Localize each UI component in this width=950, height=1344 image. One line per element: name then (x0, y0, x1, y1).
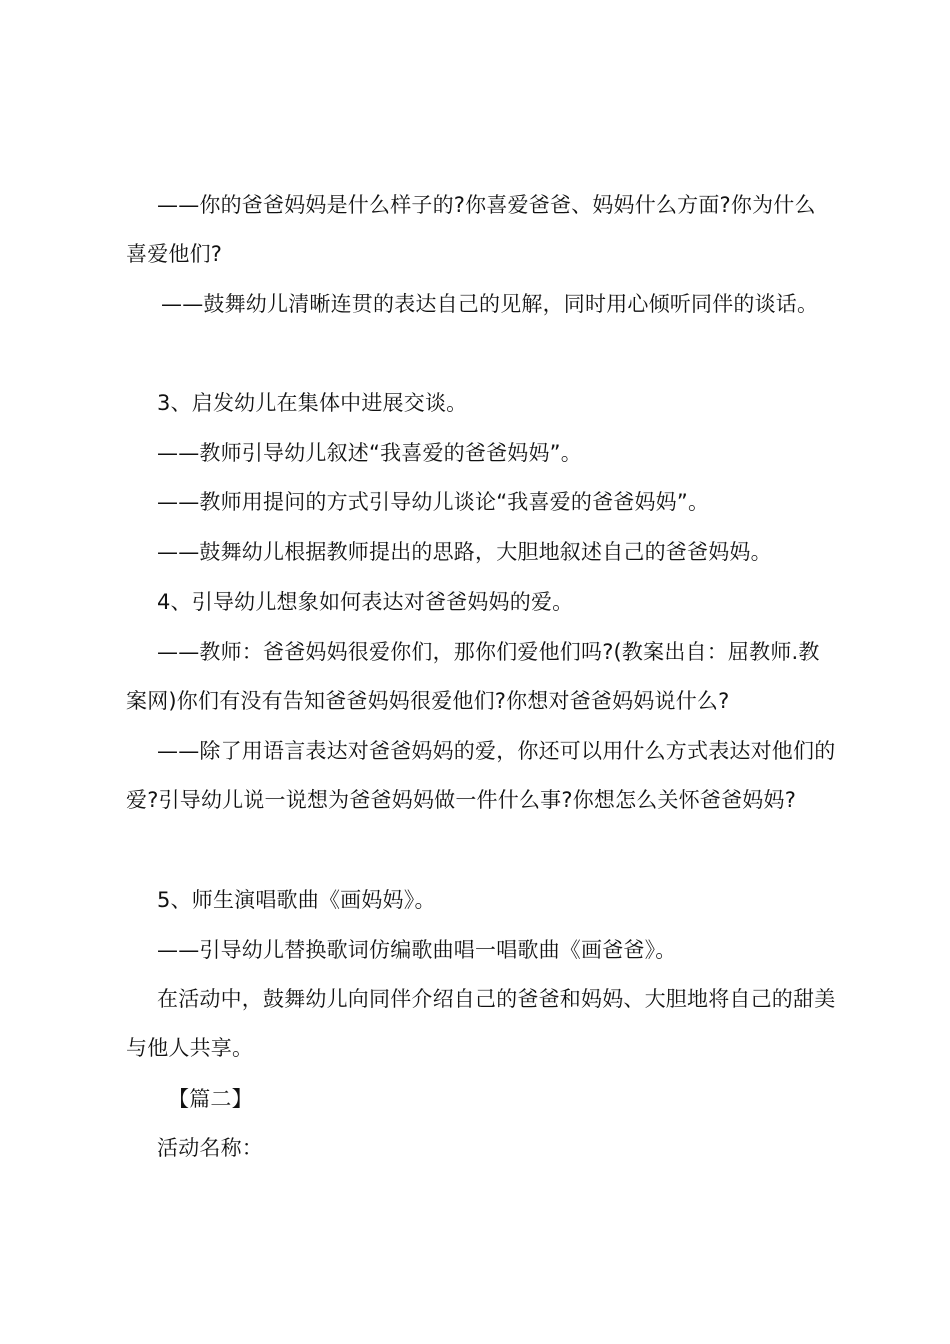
paragraph-parent-questions: ——你的爸爸妈妈是什么样子的?你喜爱爸爸、妈妈什么方面?你为什么喜爱他们? (126, 193, 816, 266)
paragraph-encourage-narrate: ——鼓舞幼儿根据教师提出的思路，大胆地叙述自己的爸爸妈妈。 (157, 540, 772, 564)
paragraph-encourage-expression: ——鼓舞幼儿清晰连贯的表达自己的见解，同时用心倾听同伴的谈话。 (161, 292, 819, 316)
paragraph-other-ways-love: ——除了用语言表达对爸爸妈妈的爱，你还可以用什么方式表达对他们的爱?引导幼儿说一说想为爸爸妈妈做一件什么事?你想怎么关怀爸爸妈妈? (126, 739, 836, 812)
paragraph-teacher-love-questions: ——教师：爸爸妈妈很爱你们，那你们爱他们吗?(教案出自：屈教师.教案网)你们有没有告知爸爸妈妈很爱他们?你想对爸爸妈妈说什么? (126, 640, 820, 713)
section-heading-part-two: 【篇二】 (168, 1087, 253, 1111)
paragraph-step-3: 3、启发幼儿在集体中进展交谈。 (157, 391, 468, 415)
paragraph-step-4: 4、引导幼儿想象如何表达对爸爸妈妈的爱。 (157, 590, 574, 614)
paragraph-teacher-questioning: ——教师用提问的方式引导幼儿谈论“我喜爱的爸爸妈妈”。 (157, 490, 710, 514)
paragraph-step-5: 5、师生演唱歌曲《画妈妈》。 (157, 888, 436, 912)
paragraph-activity-name-label: 活动名称： (157, 1136, 263, 1160)
paragraph-teacher-guide-narrate: ——教师引导幼儿叙述“我喜爱的爸爸妈妈”。 (157, 441, 582, 465)
paragraph-activity-summary: 在活动中，鼓舞幼儿向同伴介绍自己的爸爸和妈妈、大胆地将自己的甜美与他人共享。 (126, 987, 836, 1060)
paragraph-rewrite-lyrics: ——引导幼儿替换歌词仿编歌曲唱一唱歌曲《画爸爸》。 (157, 938, 677, 962)
